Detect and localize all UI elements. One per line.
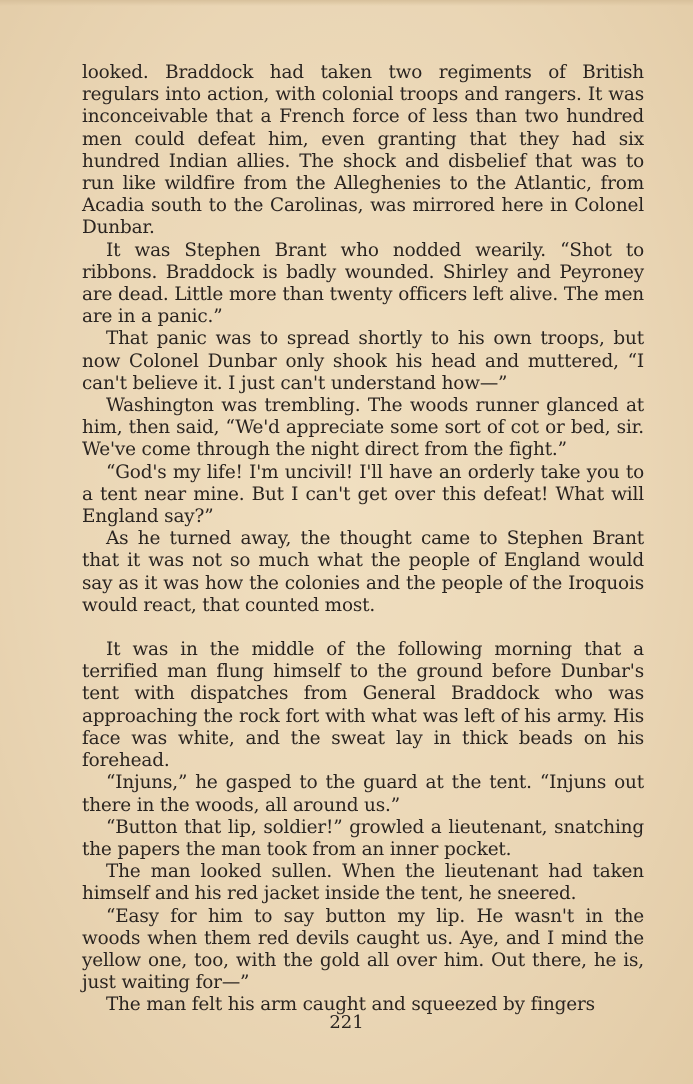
page-top-edge [0,0,693,6]
page-number: 221 [329,1012,364,1033]
paragraph-10: The man looked sullen. When the lieutenant had taken himself and his red jacket inside the tent, he sneered. [82,861,644,905]
paragraph-5: “God's my life! I'm uncivil! I'll have an orderly take you to a tent near mine. But I can't get over this defeat! What will England say?” [82,461,644,528]
paragraph-4: Washington was trembling. The woods runner glanced at him, then said, “We'd appreciate some sort of cot or bed, sir. We've come through the night direct from the fight.” [82,395,644,461]
paragraph-7: It was in the middle of the following morning that a terrified man flung himself to the ground before Dunbar's tent with dispatches from General Braddock who was approaching the rock fort with what was left of his army. His face was white, and the sweat lay in thick beads on his forehead. [82,639,644,772]
paragraph-1: looked. Braddock had taken two regiments of British regulars into action, with colonial troops and rangers. It was inconceivable that a French force of less than two hundred men could defeat him, even granting that they had six hundred Indian allies. The shock and disbelief that was to run like wildfire from the Alleghenies to the Atlantic, from Acadia south to the Carolinas, was mirrored here in Colonel Dunbar. [82,62,644,239]
paragraph-2: It was Stephen Brant who nodded wearily. “Shot to ribbons. Braddock is badly wounded. Shirley and Peyroney are dead. Little more than twenty officers left alive. The men are in a panic.” [82,239,644,328]
body-text [82,62,644,1017]
paragraph-3: That panic was to spread shortly to his own troops, but now Colonel Dunbar only shook his head and muttered, “I can't believe it. I just can't understand how—” [82,328,644,394]
paragraph-9: “Button that lip, soldier!” growled a lieutenant, snatching the papers the man took from an inner pocket. [82,816,644,860]
paragraph-11: “Easy for him to say button my lip. He wasn't in the woods when them red devils caught us. Aye, and I mind the yellow one, too, with the gold all over him. Out there, he is, just waiting for—” [82,905,644,994]
paragraph-6: As he turned away, the thought came to Stephen Brant that it was not so much what the people of England would say as it was how the colonies and the people of the Iroquois would react, that counted most. [82,528,644,616]
paragraph-12: The man felt his arm caught and squeezed by fingers [106,994,595,1016]
paragraph-8: “Injuns,” he gasped to the guard at the tent. “Injuns out there in the woods, all around us.” [82,772,644,816]
